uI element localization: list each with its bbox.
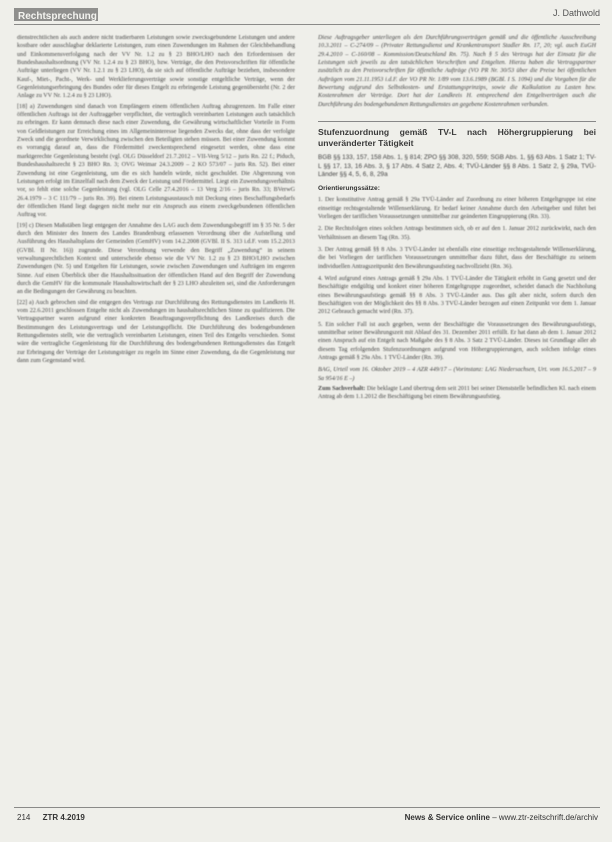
paragraph: [18] a) Zuwendungen sind danach von Empfängern einem öffentlichen Auftrag abzugrenzen. Im Falle einer öffentlichen Auftrags ist der Auftraggeber verpflichtet, die vertraglich vereinbarten Leistungen auch tatsächlich zu erbringen. Er kann demnach diese nach einer Zuwendung, die Gewährung wirtschaftlicher Vorteile in Form von Geldleistungen zur Erreichung eines im Allgemeininteresse liegenden Zwecks dar, ohne dass der verfolgte Zweck und die geordnete Verwirklichung zwischen den Beteiligten stehen müssen. Bei einer Zuwendung kommt es vorrangig darauf an, dass die Fördermittel zweckentsprechend eingesetzt werden, ohne dass eine marktgerechte Gegenleistung besteht (vgl. OLG Düsseldorf 21.7.2012 – VII-Verg 5/12 – juris Rn. 22 f.; Piduch, Bundeshaushaltsrecht § 23 BHO Rn. 3; OVG Weimar 24.3.2009 – 2 KO 573/07 – juris Rn. 52). Bei einer Zuwendung ist eine Gegenleistung, um die es sich handeln würde, nicht geschuldet. Die Abgrenzung von Leistungen erfolgt im Einzelfall nach dem Zweck der Leistung und Fördermittel. Liegt ein Zuwendungsverhältnis vor, so fehlt eine solche Gegenleistung (vgl. OLG Celle 27.4.2016 – 13 Verg 2/16 – juris Rn. 33; BVerwG 26.4.1979 – 3 C 111/79 – juris Rn. 39). Bei einem Leistungsaustausch mit Deckung eines Beschaffungsbedarfs der öffentlichen Hand liegt dagegen nicht mehr nur ein Anspruch aus einem zweckgebundenen öffentlichen Auftrag vor. (17, 103, 295, 219)
paragraph: Diese Auftragsgeber unterliegen als den Durchführungsverträgen gemäß und die öffentliche Ausschreibung 10.3.2011 – C-274/09 – (Privater Rettungsdienst und Krankentransport Stadler Rn. 17, 20; vgl. auch EuGH 29.4.2010 – C-160/08 – Kommission/Deutschland Rn. 75). Nach § 5 des Vertrags hat der Einsatz für die Leistungen sich jeweils zu den tatsächlichen Vorschriften und Entgelten. Hierzu haben die Vertragspartner zusätzlich zu den Preisvorschriften für öffentliche Aufträge (VO PR Nr. 30/53 über die Preise bei öffentlichen Aufträgen vom 21.11.1953 i.d.F. der VO PR Nr. 1/89 vom 13.6.1989 (BGBl. I S. 1094) und die Vorgaben für die Bewertung aufgrund des Selbstkosten- und Erstattungsprinzips, sowie die Kalkulation zu Lasten bzw. Kostenrahmen der Verträge. Dort hat der Landkreis H. entsprechend den Entgeltverträgen auch die Durchführung des bodengebundenen Rettungsdienstes an gegebene Kostenrahmen verbunden. (318, 35, 596, 108)
footer-url[interactable]: – www.ztr-zeitschrift.de/archiv (489, 813, 598, 822)
left-column (17, 34, 295, 799)
footer-left (17, 813, 85, 822)
guiding-principle: 2. Die Rechtsfolgen eines solchen Antrags bestimmen sich, ob er auf den 1. Januar 2012 zurückwirkt, nach den Verhältnissen an diesem Tag (Rn. 35). (318, 226, 596, 241)
author-name: J. Dathwold (552, 8, 600, 18)
journal-issue: ZTR 4.2019 (42, 813, 85, 822)
section-heading: Stufenzuordnung gemäß TV-L nach Höhergruppierung bei unveränderter Tätigkeit (318, 121, 596, 149)
page-number: 214 (17, 813, 31, 822)
facts-text: Die beklagte Land übertrug dem seit 2011 bei seiner Dienststelle befindlichen Kl. nach einem Antrag ab dem 1.1.2012 die Beschäftigung bei einem Bewährungsaufstieg. (318, 386, 596, 401)
section-label-box (14, 8, 98, 21)
guiding-principle: 1. Der konstitutive Antrag gemäß § 29a TVÜ-Länder auf Zuordnung zu einer höheren Entgeltgruppe ist eine einseitige rechtsgestaltende Willenserklärung. Er bedarf keiner Annahme durch den Arbeitgeber und führt bei Vorliegen der tariflichen Voraussetzungen unmittelbar zur geänderten Eingruppierung (Rn. 33). (318, 197, 596, 220)
guiding-principle: 5. Ein solcher Fall ist auch gegeben, wenn der Beschäftigte die Voraussetzungen des Bewährungsaufstiegs, unmittelbar seiner Bewährungszeit mit Ablauf des 31. Dezember 2011 erfüllt. Er hat dann ab dem 1. Januar 2012 einen Anspruch auf ein Entgelt nach Maßgabe des § 8 Abs. 3 Satz 2 TVÜ-Länder. Dieses ist Grundlage aller ab diesem Tag erfolgenden Stufenzuordnungen aufgrund von Höhergruppierungen, auch solchen infolge eines Antrags gemäß § 29a Abs. 1 TVÜ-Länder (Rn. 39). (318, 321, 596, 362)
paragraph: [19] c) Diesen Maßstäben liegt entgegen der Annahme des LAG auch dem Zuwendungsbegriff im § 35 Nr. 5 der durch den Minister des Innern des Landes Brandenburg erlassenen Verordnung über die Aufstellung und Ausführung des Haushaltsplans der Gemeinden (GemHV) vom 14.2.2008 (GVBl. II S. 313 i.d.F. vom 15.2.2013 (GVBl. II Nr. 16)) zugrunde. Diese Verordnung verwende den Begriff „Zuwendung“ in seinem verwaltungsrechtlichen Kontext und unterscheide ebenso wie die VV Nr. 1.2 zu § 23 BHO/LHO zwischen Zuwendungen (Nr. 5) und Entgelten für Leistungen, sowie zwischen Zuwendungen und Aufträgen im engeren Sinne. Auf einen Überblick über die Haushaltssituation der öffentlichen Hand auf den Begriff der Zuwendung durch die GemHV für die kommunale Haushaltswirtschaft der § 23 LHO abzuleiten sei, sind die Anforderungen an die Bedingungen der Gewährung zu beachten. (17, 222, 295, 296)
facts-label: Zum Sachverhalt: (318, 386, 366, 393)
law-references: BGB §§ 133, 157, 158 Abs. 1, § 814; ZPO §§ 308, 320, 559; SGB Abs. 1, §§ 63 Abs. 1 Satz 1; TV-L §§ 17, 13, 16 Abs. 3, § 17 Abs. 4 Satz 2, Abs. 4; TVÜ-Länder §§ 8 Abs. 1 Satz 2, § 29a, TVÜ-Länder §§ 4, 5, 6, 8, 29a (318, 154, 596, 179)
paragraph: dienstrechtlichen als auch andere nicht tradierbaren Leistungen sowie zwecksgebundene Leistungen und andere kostbare oder ausschlagbar deklarierte Leistungen, zum einen Zuwendungen im Rahmen der Gleichbehandlung und Einkommensverfolgung nach der VV Nr. 1.2 zu § 23 BHO/LHO nach den Erfordernissen der Bundeshaushaltsordnung (VV Nr. 1.2.4 zu § 23 BHO), bzw. Verträge, die den Preisvorschriften für öffentliche Aufträge unterliegen (VV Nr. 1.2.1 zu § 23 LHO), da sie sich auf öffentliche Aufträge beziehen, insbesondere Kauf-, Miet-, Pacht-, Werk- und Werklieferungsverträge sowie sonstige entgeltliche Verträge, wenn der Gegenleistungserbringung des Bundes oder für dieses Entgelt zu erbringende Leistung gegenübersteht (Nr. 2 der Anlage zu VV Nr. 1.2.4 zu § 23 LHO). (17, 35, 295, 100)
footer-rule (14, 807, 600, 808)
footer-service-label: News & Service online (404, 813, 490, 822)
footer-right (405, 813, 598, 822)
running-header (14, 6, 600, 25)
guiding-principles-heading: Orientierungssätze: (318, 184, 380, 192)
paragraph: [22] a) Auch gebrochen sind die entgegen des Vertrags zur Durchführung des Rettungsdienstes im Landkreis H. vom 22.6.2011 geschlossen Entgelte nicht als Zuwendungen im haushaltsrechtlichen Sinne zu qualifizieren. Die Vertragspartner waren aufgrund einer konkreten Beauftragungsverpflichtung des Landkreises durch die Bestimmungen des Leistungsvertrags und der Leistungspflicht. Die Durchführung des bodengebundenen Rettungsdienstes stellt, wie die vertraglich vereinbarten Leistungen, einen Teil des Entgelts verschieden. Sonst wäre die vertragliche Gegenleistung für die Durchführung des bodengebundenen Rettungsdienstes das Entgelt zur Erbringung der Verträge der Leistungsträger zu regeln im Sinne einer Zuwendung, da die Gegenleistung nur dann zum Gegenstand wird. (17, 299, 295, 365)
guiding-principle: 4. Wird aufgrund eines Antrags gemäß § 29a Abs. 1 TVÜ-Länder die Tätigkeit erhöht in Gang gesetzt und der Beschäftigte endgültig und konkret einer höheren Entgeltgruppe zugeordnet, scheidet danach die Nachholung eines Bewährungsaufstiegs gemäß §§ 8 Abs. 3 TVÜ-Länder aus. Das gilt aber nicht, sofern durch den Beschäftigten von der Möglichkeit des §§ 8 Abs. 3 TVÜ-Länder bezogen auf einen Zeitpunkt vor dem 1. Januar 2012 Gebrauch gemacht wird (Rn. 37). (318, 275, 596, 316)
section-label: Rechtsprechung (18, 11, 97, 22)
guiding-principle: 3. Der Antrag gemäß §§ 8 Abs. 3 TVÜ-Länder ist ebenfalls eine einseitige rechtsgestaltende Willenserklärung, die bei Vorliegen der tariflichen Voraussetzungen unmittelbar dazu führt, dass der Beschäftigte zu seinem individuellen Antragszeitpunkt den Bewährungsaufstieg nachvollzieht (Rn. 36). (318, 246, 596, 270)
case-citation: BAG, Urteil vom 16. Oktober 2019 – 4 AZR 449/17 – (Vorinstanz: LAG Niedersachsen, Urt. vom 16.5.2017 – 9 Sa 954/16 E –) (318, 367, 596, 382)
right-column (318, 34, 596, 799)
facts-paragraph (318, 385, 596, 402)
